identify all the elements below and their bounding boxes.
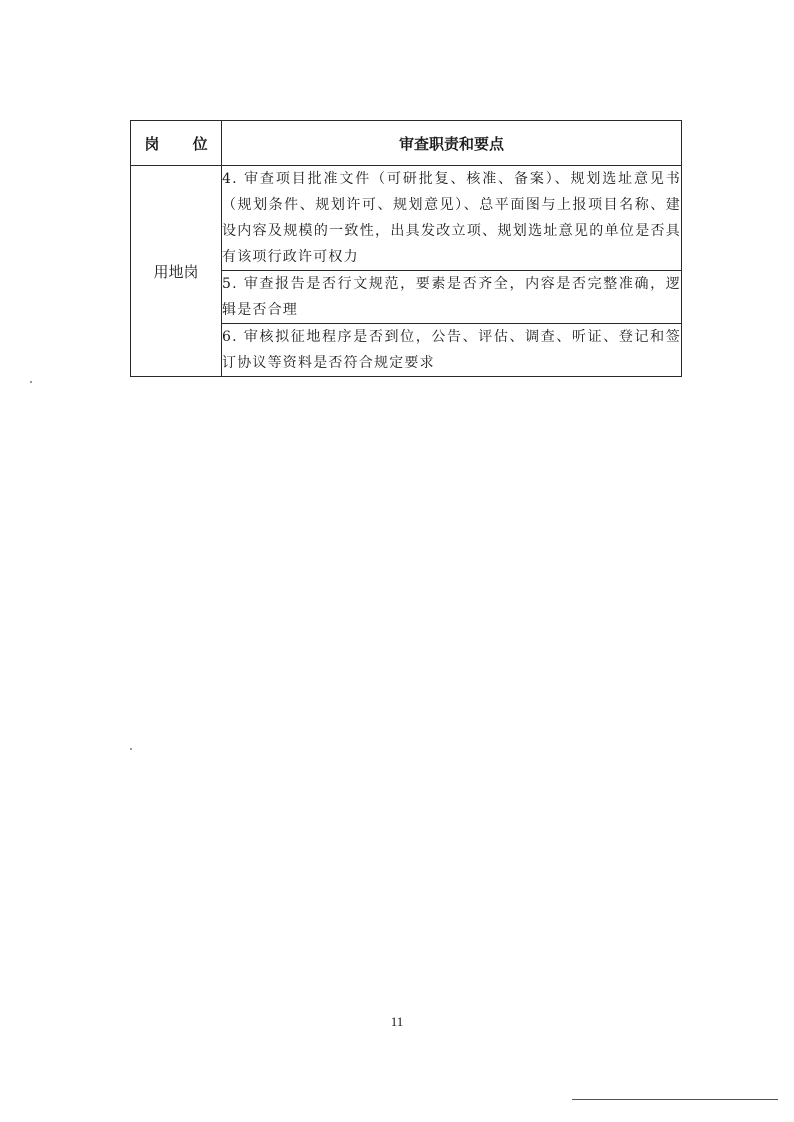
scan-speck [30,381,32,383]
page-number: 11 [390,1014,404,1029]
duties-table [130,120,682,377]
duty-item-5: 5. 审查报告是否行文规范，要素是否齐全，内容是否完整准确，逻辑是否合理 [222,271,682,324]
header-duties: 审查职责和要点 [222,121,682,166]
scan-speck [130,748,132,750]
table-header-row [131,121,682,166]
duty-item-6: 6. 审核拟征地程序是否到位，公告、评估、调查、听证、登记和签订协议等资料是否符合规定要求 [222,324,682,377]
header-post: 岗 位 [131,121,222,166]
table-row [131,166,682,271]
duty-item-4: 4. 审查项目批准文件（可研批复、核准、备案）、规划选址意见书（规划条件、规划许可、规划意见）、总平面图与上报项目名称、建设内容及规模的一致性，出具发改立项、规划选址意见的单位是否具有该项行政许可权力 [222,166,682,271]
post-name-cell: 用地岗 [131,166,222,377]
bottom-rule [572,1099,778,1100]
